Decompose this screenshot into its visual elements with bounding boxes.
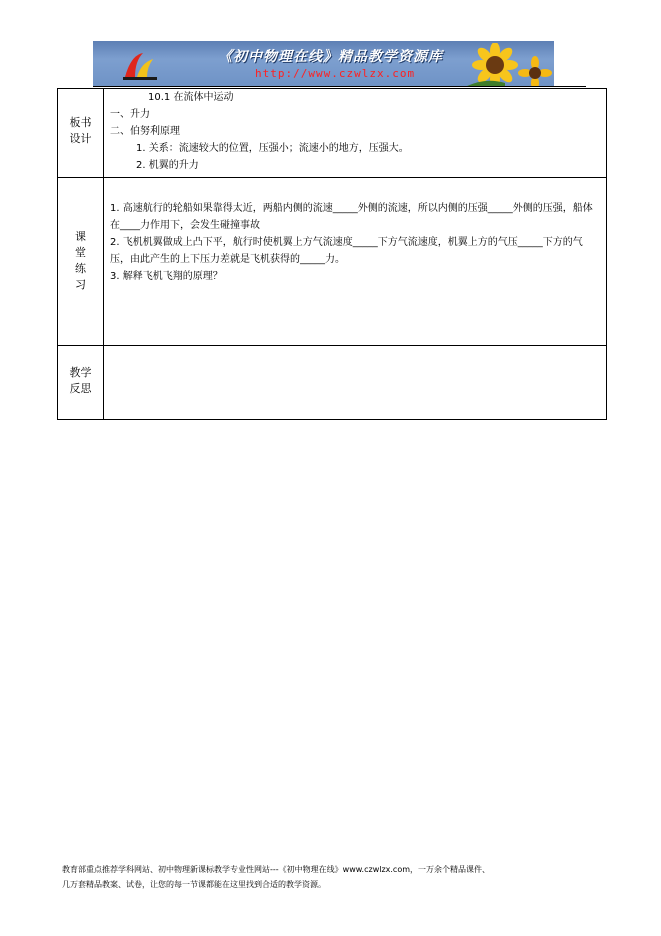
label-line: 教学 [69,366,92,379]
row-label-classroom-exercise [58,229,103,293]
exercise-item-2: 2. 飞机机翼做成上凸下平，航行时使机翼上方气流速度_____下方气流速度，机翼上方的气压_____下方的气压，由此产生的上下压力差就是飞机获得的_____力。 [110,237,583,265]
label-line: 习 [75,278,86,291]
label-line: 课 [75,230,86,243]
site-logo-icon [121,51,161,81]
sunflower-image [465,43,553,86]
exercise-item-3: 3. 解释飞机飞翔的原理？ [110,271,223,282]
row-divider [58,345,606,346]
board-point-lift: 一、升力 [110,109,150,120]
board-design-content [110,89,409,174]
footer-line: 几万套精品教案、试卷，让您的每一节课都能在这里找到合适的教学资源。 [62,880,326,889]
row-label-board-design [58,115,103,147]
page-footer [62,862,602,892]
column-divider [103,89,104,419]
row-divider [58,177,606,178]
label-line: 设计 [69,132,92,145]
label-line: 反思 [69,382,92,395]
board-subpoint-wing-lift: 2. 机翼的升力 [136,160,199,171]
teaching-reflection-area[interactable] [110,349,600,409]
board-subpoint-relation: 1. 关系：流速较大的位置，压强小；流速小的地方，压强大。 [136,143,409,154]
header-banner [93,41,554,86]
banner-title: 《初中物理在线》精品教学资源库 [218,49,443,65]
exercise-item-1: 1. 高速航行的轮船如果靠得太近，两船内侧的流速_____外侧的流速，所以内侧的压强_____外侧的压强，船体在____力作用下，会发生碰撞事故 [110,203,593,231]
lesson-plan-table [57,88,607,420]
label-line: 堂 [75,246,86,259]
label-line: 练 [75,262,86,275]
banner-divider [93,86,586,87]
footer-line: 教育部重点推荐学科网站、初中物理新课标教学专业性网站---《初中物理在线》www.czwlzx.com，一万余个精品课件、 [62,865,491,874]
label-line: 板书 [69,116,92,129]
row-label-teaching-reflection [58,365,103,397]
board-heading: 10.1 在流体中运动 [148,92,234,103]
exercise-content [110,200,600,285]
banner-url: http://www.czwlzx.com [255,67,416,80]
board-point-bernoulli: 二、伯努利原理 [110,126,180,137]
